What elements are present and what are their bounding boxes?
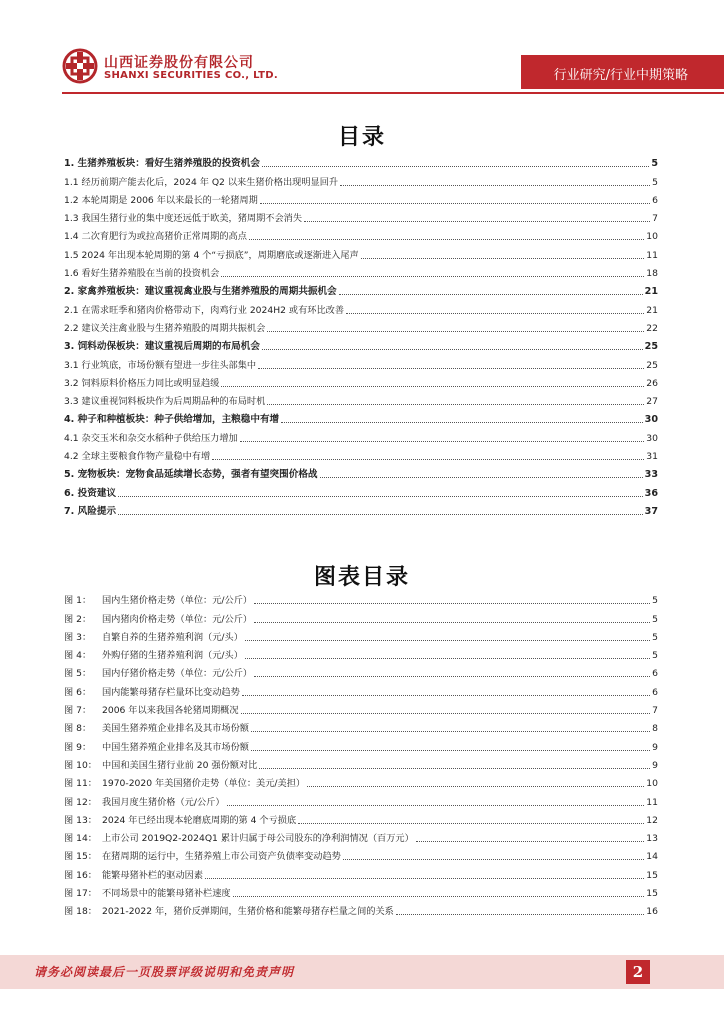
figure-page: 13 — [646, 833, 658, 845]
figure-caption: 外购仔猪的生猪养殖利润（元/头） — [102, 650, 243, 662]
dot-leader — [251, 730, 650, 732]
figure-entry[interactable] — [64, 626, 658, 644]
figure-number: 图 2： — [64, 613, 92, 625]
figure-number: 图 18： — [64, 906, 97, 918]
dot-leader — [258, 367, 644, 369]
table-of-contents — [64, 152, 658, 518]
dot-leader — [361, 257, 645, 259]
toc-entry-page: 11 — [646, 249, 658, 261]
dot-leader — [227, 804, 645, 806]
toc-entry[interactable] — [64, 481, 658, 499]
figure-entry[interactable] — [64, 644, 658, 662]
toc-entry-page: 5 — [651, 158, 658, 170]
toc-entry-label: 1.3 我国生猪行业的集中度还远低于欧美，猪周期不会消失 — [64, 213, 303, 225]
dot-leader — [339, 293, 643, 295]
figure-page: 5 — [652, 613, 658, 625]
figure-page: 15 — [646, 888, 658, 900]
toc-entry-page: 25 — [646, 359, 658, 371]
dot-leader — [212, 458, 644, 460]
figure-entry[interactable] — [64, 809, 658, 827]
dot-leader — [241, 712, 651, 714]
figure-page: 9 — [652, 741, 658, 753]
figure-page: 7 — [652, 705, 658, 717]
company-name-en: SHANXI SECURITIES CO., LTD. — [104, 70, 278, 81]
dot-leader — [298, 822, 644, 824]
toc-entry-label: 1.4 二次育肥行为或拉高猪价正常周期的高点 — [64, 231, 247, 243]
figure-page: 8 — [652, 723, 658, 735]
figure-entry[interactable] — [64, 790, 658, 808]
toc-entry-page: 27 — [646, 396, 658, 408]
report-type-badge — [521, 55, 724, 89]
figure-entry[interactable] — [64, 699, 658, 717]
figure-number: 图 16： — [64, 869, 97, 881]
figure-caption: 中国生猪养殖企业排名及其市场份额 — [102, 741, 249, 753]
dot-leader — [118, 513, 643, 515]
figure-number: 图 1： — [64, 595, 92, 607]
figure-caption: 2024 年已经出现本轮磨底周期的第 4 个亏损底 — [102, 814, 297, 826]
figure-entry[interactable] — [64, 863, 658, 881]
dot-leader — [245, 657, 650, 659]
toc-entry-page: 22 — [646, 322, 658, 334]
toc-entry[interactable] — [64, 353, 658, 371]
dot-leader — [320, 476, 643, 478]
dot-leader — [396, 913, 644, 915]
figure-entry[interactable] — [64, 662, 658, 680]
figure-page: 14 — [646, 851, 658, 863]
figure-caption: 在猪周期的运行中，生猪养殖上市公司资产负债率变动趋势 — [102, 851, 341, 863]
figures-title: 图表目录 — [313, 565, 410, 590]
toc-entry-label: 6. 投资建议 — [64, 487, 117, 499]
figure-page: 5 — [652, 631, 658, 643]
toc-entry-page: 5 — [652, 176, 658, 188]
dot-leader — [221, 385, 644, 387]
toc-entry[interactable] — [64, 189, 658, 207]
toc-entry-label: 1.2 本轮周期是 2006 年以来最长的一轮猪周期 — [64, 194, 258, 206]
dot-leader — [262, 165, 649, 167]
dot-leader — [245, 639, 650, 641]
toc-entry[interactable] — [64, 207, 658, 225]
toc-entry-label: 3.2 饲料原料价格压力同比或明显趋缓 — [64, 377, 220, 389]
figure-number: 图 9： — [64, 741, 92, 753]
dot-leader — [242, 694, 650, 696]
figure-number: 图 7： — [64, 705, 92, 717]
toc-entry-page: 37 — [644, 505, 658, 517]
figure-number: 图 3： — [64, 631, 92, 643]
toc-entry-label: 3.3 建议重视饲料板块作为后周期品种的布局时机 — [64, 396, 266, 408]
toc-entry[interactable] — [64, 463, 658, 481]
toc-entry-page: 33 — [644, 469, 658, 481]
toc-entry-label: 5. 宠物板块：宠物食品延续增长态势，强者有望突围价格战 — [64, 469, 318, 481]
dot-leader — [254, 602, 650, 604]
dot-leader — [260, 202, 650, 204]
figure-number: 图 14： — [64, 833, 97, 845]
figure-caption: 美国生猪养殖企业排名及其市场份额 — [102, 723, 249, 735]
figure-number: 图 4： — [64, 650, 92, 662]
report-type-label: 行业研究/行业中期策略 — [553, 68, 688, 83]
figure-number: 图 8： — [64, 723, 92, 735]
figure-entry[interactable] — [64, 772, 658, 790]
toc-entry-label: 2.1 在需求旺季和猪肉价格带动下，肉鸡行业 2024H2 或有环比改善 — [64, 304, 345, 316]
dot-leader — [304, 220, 650, 222]
header-divider — [62, 92, 724, 94]
dot-leader — [307, 785, 644, 787]
figure-caption: 能繁母猪补栏的驱动因素 — [102, 869, 204, 881]
figure-entry[interactable] — [64, 589, 658, 607]
figure-list — [64, 589, 658, 918]
figure-caption: 中国和美国生猪行业前 20 强份额对比 — [102, 759, 258, 771]
figure-page: 10 — [646, 778, 658, 790]
toc-entry-page: 10 — [646, 231, 658, 243]
toc-entry-page: 18 — [646, 268, 658, 280]
toc-entry-page: 26 — [646, 377, 658, 389]
figure-page: 11 — [646, 796, 658, 808]
dot-leader — [259, 767, 650, 769]
toc-entry-page: 30 — [646, 432, 658, 444]
figure-number: 图 17： — [64, 888, 97, 900]
figure-page: 9 — [652, 759, 658, 771]
dot-leader — [118, 495, 643, 497]
figure-number: 图 11： — [64, 778, 97, 790]
footer-disclaimer: 请务必阅读最后一页股票评级说明和免责声明 — [34, 965, 295, 979]
company-name-cn: 山西证券股份有限公司 — [104, 55, 254, 71]
figure-page: 16 — [646, 906, 658, 918]
toc-entry[interactable] — [64, 243, 658, 261]
figure-entry[interactable] — [64, 900, 658, 918]
page-number: 2 — [626, 960, 650, 984]
figure-number: 图 15： — [64, 851, 97, 863]
figure-caption: 不同场景中的能繁母猪补栏速度 — [102, 888, 231, 900]
dot-leader — [251, 749, 650, 751]
figure-entry[interactable] — [64, 680, 658, 698]
figure-caption: 2006 年以来我国各轮猪周期概况 — [102, 705, 239, 717]
dot-leader — [267, 403, 644, 405]
toc-entry[interactable] — [64, 408, 658, 426]
toc-entry[interactable] — [64, 152, 658, 170]
toc-title: 目录 — [337, 125, 386, 150]
figure-caption: 国内仔猪价格走势（单位：元/公斤） — [102, 668, 253, 680]
figure-entry[interactable] — [64, 845, 658, 863]
toc-entry[interactable] — [64, 372, 658, 390]
toc-entry-page: 30 — [644, 414, 658, 426]
toc-entry[interactable] — [64, 170, 658, 188]
figure-number: 图 12： — [64, 796, 97, 808]
toc-entry[interactable] — [64, 225, 658, 243]
toc-entry[interactable] — [64, 317, 658, 335]
dot-leader — [262, 348, 643, 350]
toc-entry-page: 21 — [646, 304, 658, 316]
figure-caption: 国内生猪价格走势（单位：元/公斤） — [102, 595, 253, 607]
figure-page: 15 — [646, 869, 658, 881]
toc-entry[interactable] — [64, 298, 658, 316]
figure-caption: 自繁自养的生猪养殖利润（元/头） — [102, 631, 243, 643]
toc-entry-label: 2.2 建议关注禽业股与生猪养殖股的周期共振机会 — [64, 322, 266, 334]
toc-entry-label: 4. 种子和种植板块：种子供给增加，主粮稳中有增 — [64, 414, 280, 426]
figure-page: 6 — [652, 668, 658, 680]
toc-entry-label: 4.2 全球主要粮食作物产量稳中有增 — [64, 451, 211, 463]
dot-leader — [281, 421, 643, 423]
figure-entry[interactable] — [64, 754, 658, 772]
toc-entry-label: 3. 饲料动保板块：建议重视后周期的布局机会 — [64, 341, 260, 353]
dot-leader — [233, 895, 645, 897]
page-header — [0, 0, 724, 96]
toc-entry[interactable] — [64, 500, 658, 518]
figure-page: 5 — [652, 650, 658, 662]
figure-entry[interactable] — [64, 882, 658, 900]
figure-entry[interactable] — [64, 735, 658, 753]
dot-leader — [240, 440, 645, 442]
toc-entry-label: 1.5 2024 年出现本轮周期的第 4 个“亏损底”，周期磨底或逐渐进入尾声 — [64, 249, 359, 261]
figure-page: 6 — [652, 686, 658, 698]
toc-entry-page: 25 — [644, 341, 658, 353]
toc-entry-page: 36 — [644, 487, 658, 499]
dot-leader — [343, 858, 644, 860]
figure-caption: 我国月度生猪价格（元/公斤） — [102, 796, 225, 808]
figure-page: 5 — [652, 595, 658, 607]
figure-entry[interactable] — [64, 827, 658, 845]
dot-leader — [221, 275, 644, 277]
dot-leader — [254, 675, 650, 677]
figure-caption: 2021-2022 年，猪价反弹期间，生猪价格和能繁母猪存栏量之间的关系 — [102, 906, 394, 918]
figure-caption: 上市公司 2019Q2-2024Q1 累计归属于母公司股东的净利润情况（百万元） — [102, 833, 414, 845]
figure-page: 12 — [646, 814, 658, 826]
figure-caption: 1970-2020 年美国猪价走势（单位：美元/美担） — [102, 778, 306, 790]
dot-leader — [340, 184, 650, 186]
toc-entry-label: 7. 风险提示 — [64, 505, 117, 517]
figure-entry[interactable] — [64, 717, 658, 735]
toc-entry-page: 31 — [646, 451, 658, 463]
toc-entry[interactable] — [64, 335, 658, 353]
toc-entry-label: 1.1 经历前期产能去化后，2024 年 Q2 以来生猪价格出现明显回升 — [64, 176, 339, 188]
toc-entry-page: 6 — [652, 194, 658, 206]
figure-number: 图 5： — [64, 668, 92, 680]
toc-entry[interactable] — [64, 445, 658, 463]
figure-caption: 国内猪肉价格走势（单位：元/公斤） — [102, 613, 253, 625]
dot-leader — [254, 621, 650, 623]
dot-leader — [416, 840, 645, 842]
toc-entry[interactable] — [64, 426, 658, 444]
dot-leader — [346, 312, 644, 314]
toc-entry[interactable] — [64, 390, 658, 408]
figure-number: 图 10： — [64, 759, 97, 771]
toc-entry[interactable] — [64, 280, 658, 298]
dot-leader — [249, 238, 644, 240]
toc-entry-label: 1. 生猪养殖板块：看好生猪养殖股的投资机会 — [64, 158, 260, 170]
toc-entry-page: 21 — [644, 286, 658, 298]
dot-leader — [267, 330, 644, 332]
toc-entry[interactable] — [64, 262, 658, 280]
dot-leader — [205, 877, 644, 879]
figure-caption: 国内能繁母猪存栏量环比变动趋势 — [102, 686, 240, 698]
company-logo-icon — [62, 48, 98, 84]
toc-entry-label: 1.6 看好生猪养殖股在当前的投资机会 — [64, 268, 220, 280]
toc-entry-label: 3.1 行业筑底，市场份额有望进一步往头部集中 — [64, 359, 257, 371]
toc-entry-label: 4.1 杂交玉米和杂交水稻种子供给压力增加 — [64, 432, 238, 444]
figure-number: 图 13： — [64, 814, 97, 826]
figure-number: 图 6： — [64, 686, 92, 698]
figure-entry[interactable] — [64, 607, 658, 625]
toc-entry-page: 7 — [652, 213, 658, 225]
toc-entry-label: 2. 家禽养殖板块：建议重视禽业股与生猪养殖股的周期共振机会 — [64, 286, 337, 298]
